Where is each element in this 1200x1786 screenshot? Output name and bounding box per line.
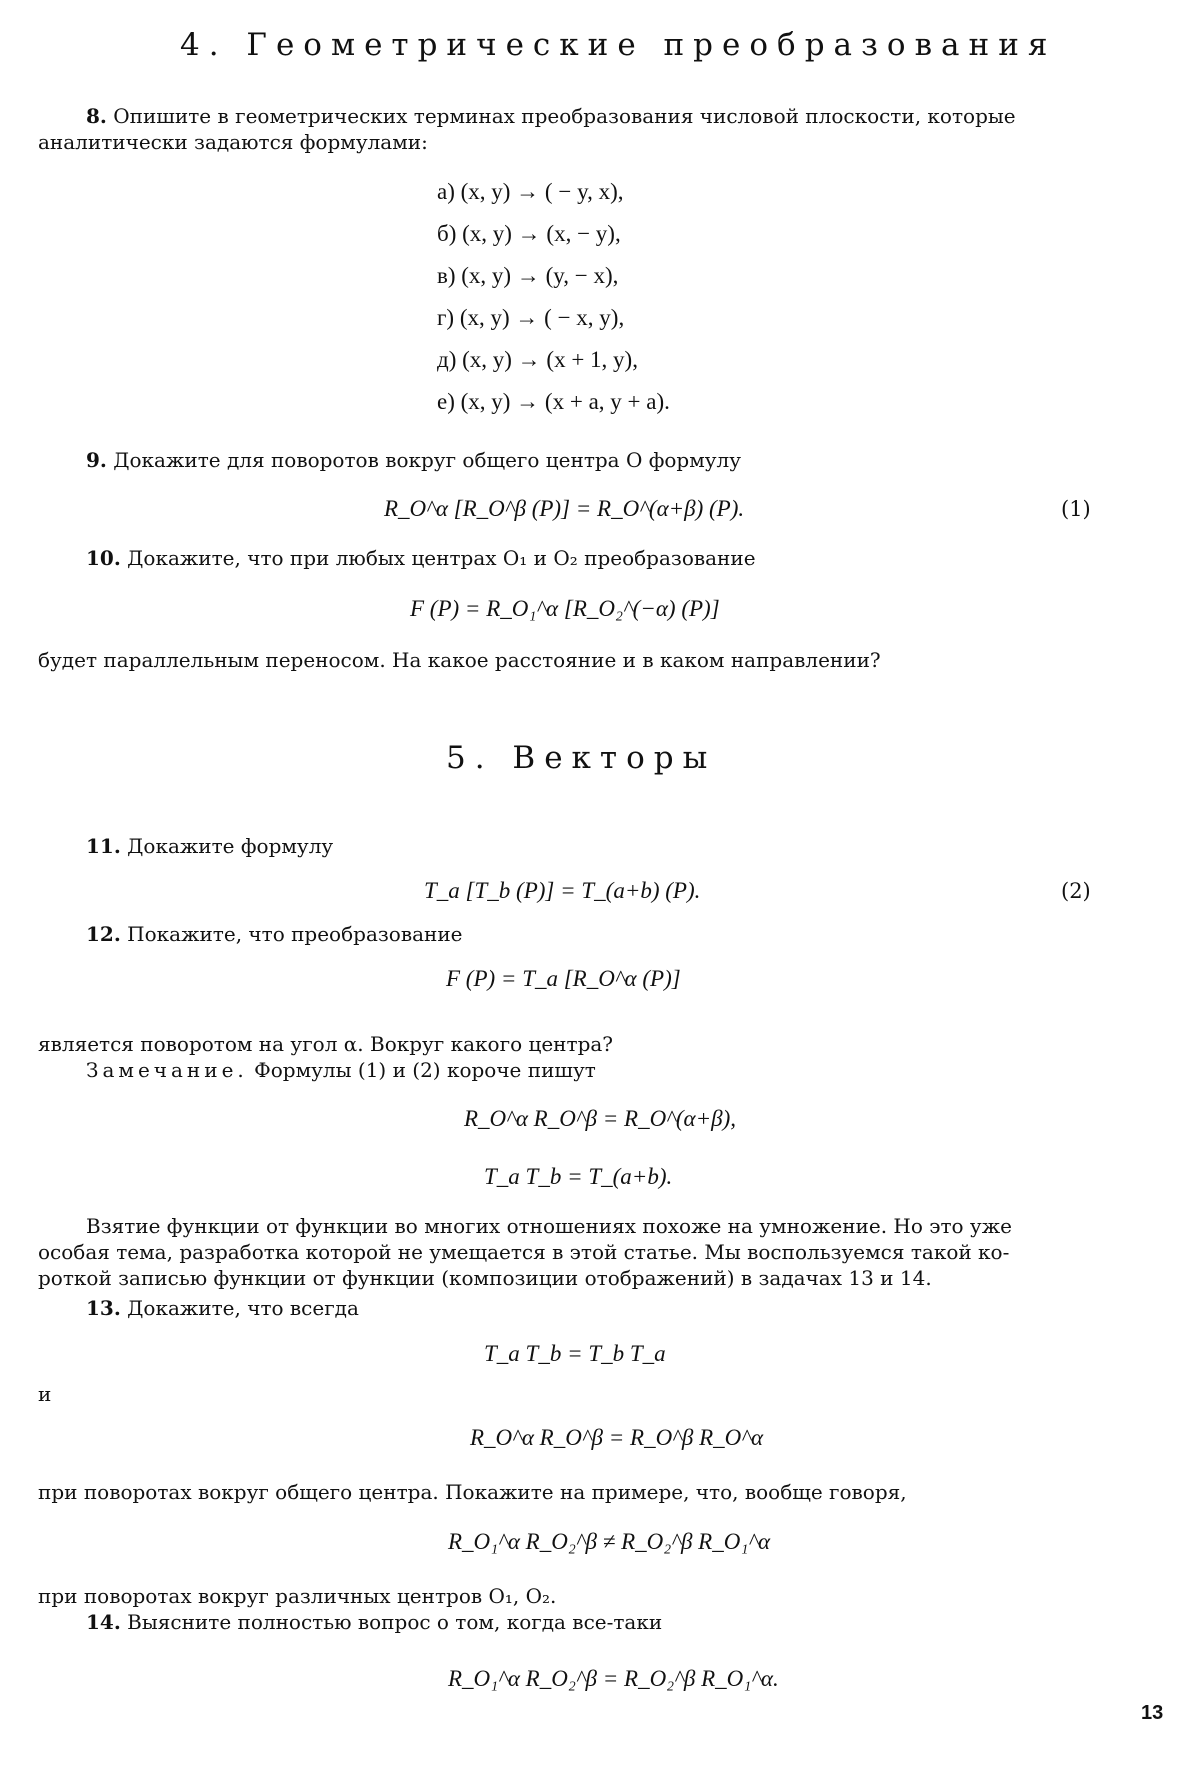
problem-11-number: 11. <box>86 834 121 858</box>
problem-12-number: 12. <box>86 922 121 946</box>
formula-2: T_a [T_b (P)] = T_(a+b) (P). <box>424 878 701 903</box>
problem-13-text: Докажите, что всегда <box>127 1296 359 1320</box>
paragraph-line3: роткой записью функции от функции (композиции отображений) в задачах 13 и 14. <box>38 1266 932 1290</box>
formula-short-2: T_a T_b = T_(a+b). <box>484 1164 673 1189</box>
formula-item-a: а) (x, y) → ( − y, x), <box>437 179 624 204</box>
formula-item-e: е) (x, y) → (x + a, y + a). <box>437 389 670 414</box>
problem-9 <box>86 448 741 472</box>
paragraph-line2: особая тема, разработка которой не умещается в этой статье. Мы воспользуемся такой ко- <box>38 1240 1010 1264</box>
problem-12 <box>86 922 463 946</box>
problem-10-after: будет параллельным переносом. На какое расстояние и в каком направлении? <box>38 648 881 672</box>
remark-word: Замечание. <box>86 1058 248 1082</box>
problem-13-number: 13. <box>86 1296 121 1320</box>
formula-item-g: г) (x, y) → ( − x, y), <box>437 305 625 330</box>
formula-item-b: б) (x, y) → (x, − y), <box>437 221 621 246</box>
problem-8-line1 <box>86 104 1016 128</box>
formula-p12: F (P) = T_a [R_O^α (P)] <box>446 966 681 991</box>
section-4-title: 4. Геометрические преобразования <box>180 27 1057 63</box>
problem-10 <box>86 546 756 570</box>
formula-p13-2: R_O^α R_O^β = R_O^β R_O^α <box>470 1425 764 1450</box>
page-number: 13 <box>1141 1702 1164 1724</box>
problem-8-line2: аналитически задаются формулами: <box>38 130 428 154</box>
and-word: и <box>38 1382 52 1406</box>
remark-text: Формулы (1) и (2) короче пишут <box>254 1058 596 1082</box>
problem-13 <box>86 1296 359 1320</box>
formula-p13-3: R_O₁^α R_O₂^β ≠ R_O₂^β R_O₁^α <box>448 1529 771 1554</box>
problem-8-number: 8. <box>86 104 107 128</box>
formula-p13-1: T_a T_b = T_b T_a <box>484 1341 666 1366</box>
problem-9-number: 9. <box>86 448 107 472</box>
problem-14 <box>86 1610 662 1634</box>
problem-9-text: Докажите для поворотов вокруг общего центра O формулу <box>113 448 742 472</box>
formula-item-v: в) (x, y) → (y, − x), <box>437 263 619 288</box>
problem-14-number: 14. <box>86 1610 121 1634</box>
problem-11-text: Докажите формулу <box>127 834 334 858</box>
formula-short-1: R_O^α R_O^β = R_O^(α+β), <box>464 1106 737 1131</box>
remark-line <box>86 1058 596 1082</box>
eq-label-2: (2) <box>1061 879 1091 903</box>
section-5-title: 5. Векторы <box>446 740 717 776</box>
formula-p14: R_O₁^α R_O₂^β = R_O₂^β R_O₁^α. <box>448 1666 779 1691</box>
problem-11 <box>86 834 333 858</box>
problem-10-text: Докажите, что при любых центрах O₁ и O₂ преобразование <box>127 546 756 570</box>
problem-10-number: 10. <box>86 546 121 570</box>
paragraph-line1: Взятие функции от функции во многих отношениях похоже на умножение. Но это уже <box>86 1214 1012 1238</box>
formula-item-d: д) (x, y) → (x + 1, y), <box>437 347 638 372</box>
eq-label-1: (1) <box>1061 497 1091 521</box>
formula-p10: F (P) = R_O₁^α [R_O₂^(−α) (P)] <box>410 596 720 621</box>
problem-12-text: Покажите, что преобразование <box>127 922 463 946</box>
problem-12-after: является поворотом на угол α. Вокруг какого центра? <box>38 1032 614 1056</box>
problem-13-after: при поворотах вокруг общего центра. Покажите на примере, что, вообще говоря, <box>38 1480 907 1504</box>
formula-1: R_O^α [R_O^β (P)] = R_O^(α+β) (P). <box>384 496 745 521</box>
problem-8-text: Опишите в геометрических терминах преобразования числовой плоскости, которые <box>113 104 1016 128</box>
problem-14-text: Выясните полностью вопрос о том, когда все-таки <box>127 1610 663 1634</box>
problem-13-after2: при поворотах вокруг различных центров O₁, O₂. <box>38 1584 557 1608</box>
